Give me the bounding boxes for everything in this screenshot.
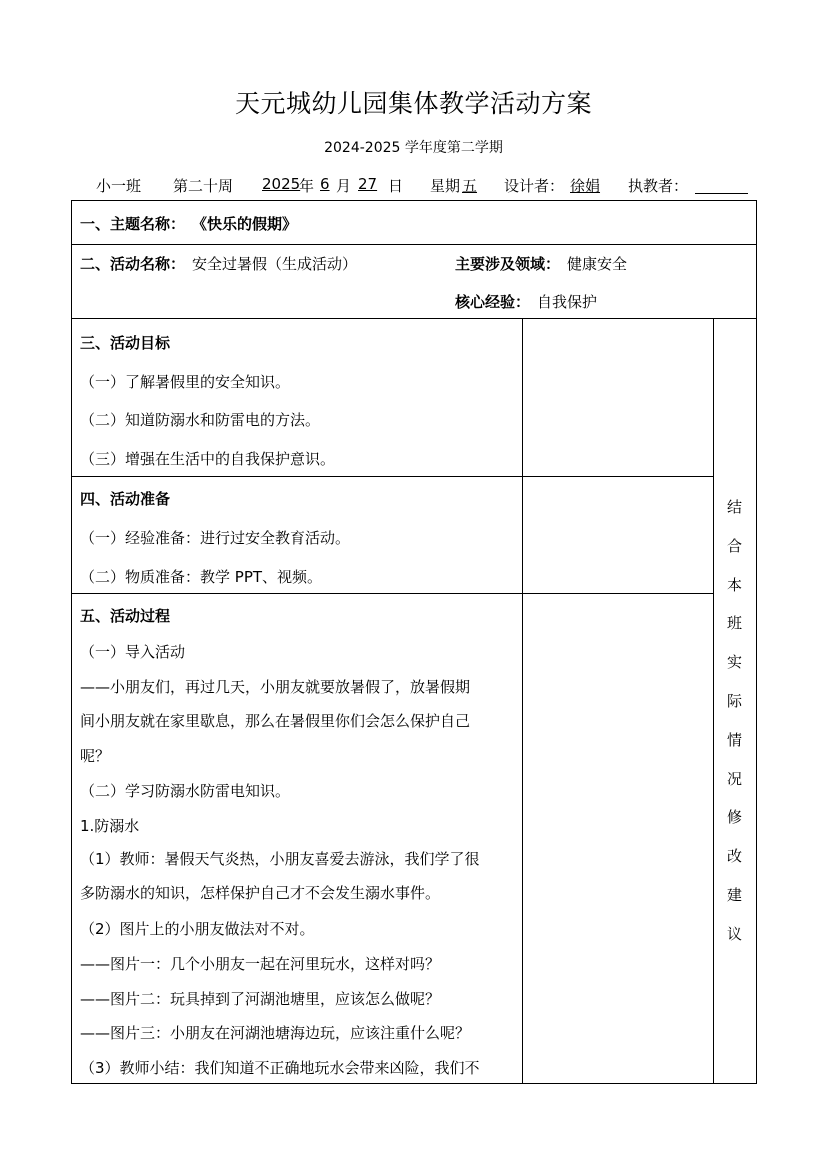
process-line: 多防溺水的知识，怎样保护自己才不会发生溺水事件。 <box>80 884 441 902</box>
class-name: 小一班 <box>96 177 142 195</box>
process-line: 呢？ <box>80 747 111 765</box>
process-heading: 五、活动过程 <box>80 607 171 625</box>
revision-note-char: 修 <box>726 808 742 827</box>
designer-label: 设计者： <box>504 177 565 195</box>
revision-note-column <box>713 500 756 966</box>
revision-note-char: 际 <box>726 691 742 710</box>
goals-heading: 三、活动目标 <box>80 334 171 352</box>
preparation-item: （二）物质准备：教学 PPT、视频。 <box>80 568 323 586</box>
revision-note-char: 情 <box>726 730 742 749</box>
date-year-suffix: 年 <box>299 177 315 195</box>
process-line: 间小朋友就在家里歇息，那么在暑假里你们会怎么保护自己 <box>80 712 471 730</box>
row-divider <box>71 318 757 319</box>
process-line: ——图片三：小朋友在河湖池塘海边玩，应该注重什么呢？ <box>80 1024 471 1042</box>
revision-note-char: 合 <box>726 536 742 555</box>
revision-note-char: 本 <box>726 575 742 594</box>
revision-note-char: 结 <box>726 498 742 516</box>
designer-name: 徐娟 <box>570 177 601 195</box>
weekday-value: 五 <box>462 177 478 195</box>
revision-note-char: 况 <box>726 769 742 788</box>
date-month-suffix: 月 <box>336 177 352 195</box>
page-title: 天元城幼儿园集体教学活动方案 <box>234 89 592 118</box>
theme-name-label: 一、主题名称： <box>80 215 186 233</box>
process-line: ——图片一：几个小朋友一起在河里玩水，这样对吗？ <box>80 955 441 973</box>
process-line: （2）图片上的小朋友做法对不对。 <box>80 920 315 938</box>
process-line: ——图片二：玩具掉到了河湖池塘里，应该怎么做呢？ <box>80 990 441 1008</box>
teacher-label: 执教者： <box>628 177 689 195</box>
theme-name-value: 《快乐的假期》 <box>192 215 298 233</box>
date-day: 27 <box>358 175 378 193</box>
preparation-heading: 四、活动准备 <box>80 490 171 508</box>
activity-name-label: 二、活动名称： <box>80 255 186 273</box>
semester-subtitle: 2024-2025 学年度第二学期 <box>324 140 503 156</box>
domain-value: 健康安全 <box>567 255 628 273</box>
teacher-blank-line <box>695 193 748 194</box>
process-line: （3）教师小结：我们知道不正确地玩水会带来凶险，我们不 <box>80 1059 480 1077</box>
process-line: （1）教师：暑假天气炎热，小朋友喜爱去游泳，我们学了很 <box>80 850 480 868</box>
goal-item: （二）知道防溺水和防雷电的方法。 <box>80 411 321 429</box>
goal-item: （三）增强在生活中的自我保护意识。 <box>80 450 336 468</box>
process-line: （二）学习防溺水防雷电知识。 <box>80 782 291 800</box>
goal-item: （一）了解暑假里的安全知识。 <box>80 373 291 391</box>
revision-note-char: 建 <box>726 885 742 904</box>
process-line: （一）导入活动 <box>80 643 186 661</box>
date-day-suffix: 日 <box>388 177 404 195</box>
core-experience-label: 核心经验： <box>455 293 531 311</box>
process-line: ——小朋友们，再过几天，小朋友就要放暑假了，放暑假期 <box>80 678 471 696</box>
column-divider <box>522 318 523 1084</box>
row-divider <box>71 476 713 477</box>
domain-label: 主要涉及领域： <box>455 255 561 273</box>
core-experience-value: 自我保护 <box>537 293 598 311</box>
preparation-item: （一）经验准备：进行过安全教育活动。 <box>80 529 351 547</box>
weekday-label: 星期 <box>430 177 461 195</box>
activity-name-value: 安全过暑假（生成活动） <box>192 255 358 273</box>
process-line: 1.防溺水 <box>80 817 140 835</box>
revision-note-char: 实 <box>726 653 742 672</box>
row-divider <box>71 244 757 245</box>
date-year: 2025 <box>262 175 301 193</box>
row-divider <box>71 593 713 594</box>
revision-note-char: 议 <box>726 924 742 943</box>
plan-table <box>71 200 757 1084</box>
date-month: 6 <box>320 175 330 193</box>
week-label: 第二十周 <box>173 177 234 195</box>
revision-note-char: 改 <box>726 847 742 866</box>
revision-note-char: 班 <box>726 614 742 633</box>
